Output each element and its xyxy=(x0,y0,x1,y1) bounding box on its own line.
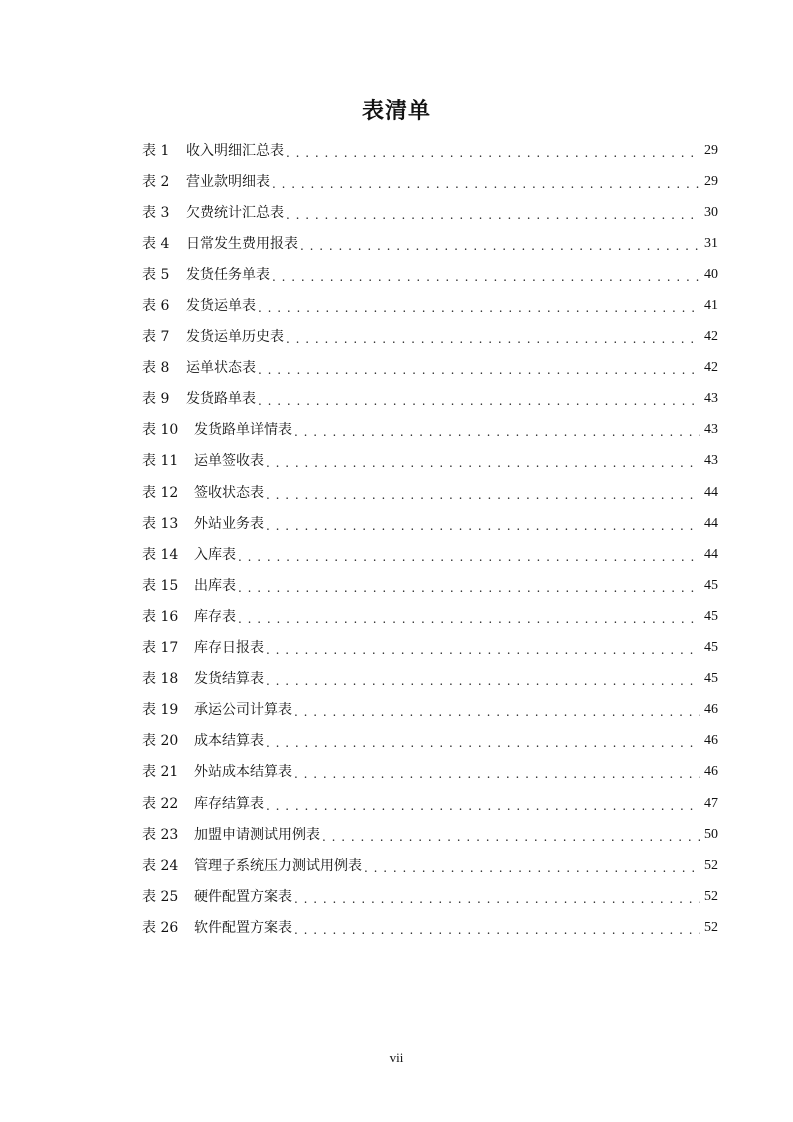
toc-entry-title: 发货路单详情表 xyxy=(194,422,292,439)
toc-entry-page: 42 xyxy=(704,329,718,345)
toc-dot-leader xyxy=(266,671,700,691)
toc-dot-leader xyxy=(238,547,700,567)
toc-entry-number: 表 5 xyxy=(142,266,170,283)
toc-entry-title: 承运公司计算表 xyxy=(194,702,292,719)
toc-entry-number: 表 17 xyxy=(142,640,179,657)
toc-entry-label xyxy=(142,545,236,565)
toc-entry[interactable] xyxy=(142,135,718,166)
toc-entry-page: 46 xyxy=(704,702,718,718)
toc-dot-leader xyxy=(238,578,700,598)
toc-entry-page: 52 xyxy=(704,857,718,873)
toc-entry-number: 表 21 xyxy=(142,764,179,781)
toc-dot-leader xyxy=(294,889,700,909)
toc-entry-page: 44 xyxy=(704,484,718,500)
toc-entry-number: 表 3 xyxy=(142,204,170,221)
toc-dot-leader xyxy=(266,516,700,536)
toc-entry-page: 50 xyxy=(704,826,718,842)
toc-entry-number: 表 10 xyxy=(142,422,179,439)
toc-entry-number: 表 14 xyxy=(142,546,179,563)
toc-entry-page: 52 xyxy=(704,888,718,904)
toc-dot-leader xyxy=(238,609,700,629)
toc-entry-number: 表 1 xyxy=(142,142,170,159)
toc-dot-leader xyxy=(272,174,700,194)
toc-entry[interactable] xyxy=(142,446,718,477)
toc-entry[interactable] xyxy=(142,259,718,290)
toc-entry-title: 发货任务单表 xyxy=(186,266,270,283)
toc-dot-leader xyxy=(294,764,700,784)
toc-entry-label xyxy=(142,731,264,751)
toc-entry-page: 46 xyxy=(704,764,718,780)
toc-entry-label xyxy=(142,296,256,316)
toc-entry-label xyxy=(142,358,256,378)
toc-entry-title: 日常发生费用报表 xyxy=(186,235,298,252)
toc-dot-leader xyxy=(266,485,700,505)
toc-entry-number: 表 8 xyxy=(142,360,170,377)
toc-entry-number: 表 7 xyxy=(142,329,170,346)
toc-entry[interactable] xyxy=(142,322,718,353)
toc-entry-number: 表 26 xyxy=(142,919,179,936)
toc-entry-title: 库存结算表 xyxy=(194,795,264,812)
toc-entry-number: 表 12 xyxy=(142,484,179,501)
toc-entry-label xyxy=(142,265,270,285)
toc-entry-title: 发货运单表 xyxy=(186,298,256,315)
toc-dot-leader xyxy=(258,360,700,380)
toc-entry[interactable] xyxy=(142,508,718,539)
toc-entry-label xyxy=(142,856,362,876)
toc-dot-leader xyxy=(272,267,700,287)
toc-entry[interactable] xyxy=(142,384,718,415)
toc-entry-label xyxy=(142,918,292,938)
toc-dot-leader xyxy=(258,391,700,411)
toc-entry-label xyxy=(142,762,292,782)
toc-entry[interactable] xyxy=(142,850,718,881)
toc-entry-title: 欠费统计汇总表 xyxy=(186,204,284,221)
toc-entry-title: 入库表 xyxy=(194,546,236,563)
toc-entry-title: 发货运单历史表 xyxy=(186,329,284,346)
toc-entry-page: 44 xyxy=(704,546,718,562)
toc-entry-page: 45 xyxy=(704,640,718,656)
page-title: 表清单 xyxy=(361,99,431,124)
toc-entry[interactable] xyxy=(142,539,718,570)
toc-entry[interactable] xyxy=(142,228,718,259)
toc-entry[interactable] xyxy=(142,197,718,228)
toc-entry-title: 库存表 xyxy=(194,608,236,625)
toc-entry-page: 31 xyxy=(704,235,718,251)
toc-entry-number: 表 20 xyxy=(142,733,179,750)
toc-entry-title: 硬件配置方案表 xyxy=(194,888,292,905)
toc-entry-number: 表 23 xyxy=(142,826,179,843)
toc-entry-label xyxy=(142,172,270,192)
toc-entry-page: 43 xyxy=(704,422,718,438)
toc-entry-label xyxy=(142,638,264,658)
toc-dot-leader xyxy=(286,143,700,163)
table-of-tables xyxy=(142,135,718,943)
toc-entry-number: 表 11 xyxy=(142,453,179,470)
toc-entry-number: 表 2 xyxy=(142,173,170,190)
toc-dot-leader xyxy=(294,702,700,722)
toc-entry-label xyxy=(142,203,284,223)
toc-entry[interactable] xyxy=(142,353,718,384)
toc-entry-title: 运单状态表 xyxy=(186,360,256,377)
toc-dot-leader xyxy=(266,733,700,753)
toc-entry[interactable] xyxy=(142,726,718,757)
toc-entry-label xyxy=(142,825,320,845)
toc-entry-page: 43 xyxy=(704,391,718,407)
toc-entry-page: 29 xyxy=(704,173,718,189)
toc-entry-number: 表 15 xyxy=(142,577,179,594)
toc-dot-leader xyxy=(294,920,700,940)
toc-entry-page: 30 xyxy=(704,204,718,220)
toc-entry-title: 出库表 xyxy=(194,577,236,594)
toc-entry-page: 41 xyxy=(704,298,718,314)
toc-entry-title: 管理子系统压力测试用例表 xyxy=(194,857,362,874)
toc-entry[interactable] xyxy=(142,664,718,695)
toc-entry-page: 52 xyxy=(704,919,718,935)
toc-entry-page: 29 xyxy=(704,142,718,158)
toc-entry-title: 成本结算表 xyxy=(194,733,264,750)
toc-dot-leader xyxy=(266,453,700,473)
toc-entry-title: 加盟申请测试用例表 xyxy=(194,826,320,843)
toc-entry[interactable] xyxy=(142,601,718,632)
toc-dot-leader xyxy=(300,236,700,256)
toc-entry[interactable] xyxy=(142,570,718,601)
toc-entry[interactable] xyxy=(142,290,718,321)
toc-entry-label xyxy=(142,234,298,254)
toc-entry-label xyxy=(142,700,292,720)
toc-entry[interactable] xyxy=(142,633,718,664)
toc-entry-label xyxy=(142,141,284,161)
toc-entry-title: 签收状态表 xyxy=(194,484,264,501)
toc-entry-label xyxy=(142,451,264,471)
toc-entry-title: 营业款明细表 xyxy=(186,173,270,190)
toc-entry-number: 表 22 xyxy=(142,795,179,812)
toc-entry-page: 40 xyxy=(704,266,718,282)
toc-dot-leader xyxy=(286,329,700,349)
toc-entry-number: 表 16 xyxy=(142,608,179,625)
toc-entry-label xyxy=(142,389,256,409)
toc-entry-label xyxy=(142,514,264,534)
toc-entry-label xyxy=(142,607,236,627)
toc-entry-title: 发货结算表 xyxy=(194,671,264,688)
toc-dot-leader xyxy=(266,640,700,660)
toc-entry-title: 收入明细汇总表 xyxy=(186,142,284,159)
toc-entry[interactable] xyxy=(142,415,718,446)
toc-entry-label xyxy=(142,576,236,596)
toc-entry-page: 46 xyxy=(704,733,718,749)
toc-entry-page: 45 xyxy=(704,671,718,687)
toc-entry-label xyxy=(142,327,284,347)
toc-entry-title: 库存日报表 xyxy=(194,640,264,657)
toc-entry-number: 表 9 xyxy=(142,391,170,408)
toc-entry[interactable] xyxy=(142,912,718,943)
toc-entry-page: 43 xyxy=(704,453,718,469)
toc-entry[interactable] xyxy=(142,166,718,197)
toc-entry-page: 45 xyxy=(704,577,718,593)
toc-entry-label xyxy=(142,669,264,689)
toc-entry-title: 外站业务表 xyxy=(194,515,264,532)
toc-entry-title: 运单签收表 xyxy=(194,453,264,470)
toc-entry[interactable] xyxy=(142,695,718,726)
toc-entry[interactable] xyxy=(142,477,718,508)
toc-entry-number: 表 25 xyxy=(142,888,179,905)
toc-entry[interactable] xyxy=(142,757,718,788)
toc-entry-number: 表 6 xyxy=(142,298,170,315)
toc-entry-label xyxy=(142,794,264,814)
toc-entry-title: 发货路单表 xyxy=(186,391,256,408)
toc-entry-number: 表 4 xyxy=(142,235,170,252)
toc-dot-leader xyxy=(322,827,700,847)
toc-entry-label xyxy=(142,887,292,907)
toc-entry-label xyxy=(142,483,264,503)
toc-entry[interactable] xyxy=(142,819,718,850)
page-number: vii xyxy=(389,1050,404,1065)
toc-entry[interactable] xyxy=(142,788,718,819)
toc-entry-number: 表 13 xyxy=(142,515,179,532)
toc-entry-title: 外站成本结算表 xyxy=(194,764,292,781)
toc-entry[interactable] xyxy=(142,881,718,912)
toc-entry-page: 44 xyxy=(704,515,718,531)
toc-entry-number: 表 24 xyxy=(142,857,179,874)
toc-entry-number: 表 18 xyxy=(142,671,179,688)
toc-dot-leader xyxy=(286,205,700,225)
toc-entry-page: 42 xyxy=(704,360,718,376)
toc-entry-title: 软件配置方案表 xyxy=(194,919,292,936)
toc-dot-leader xyxy=(364,858,700,878)
toc-entry-page: 45 xyxy=(704,608,718,624)
toc-dot-leader xyxy=(258,298,700,318)
toc-entry-number: 表 19 xyxy=(142,702,179,719)
toc-dot-leader xyxy=(294,422,700,442)
toc-dot-leader xyxy=(266,796,700,816)
toc-entry-page: 47 xyxy=(704,795,718,811)
toc-entry-label xyxy=(142,420,292,440)
